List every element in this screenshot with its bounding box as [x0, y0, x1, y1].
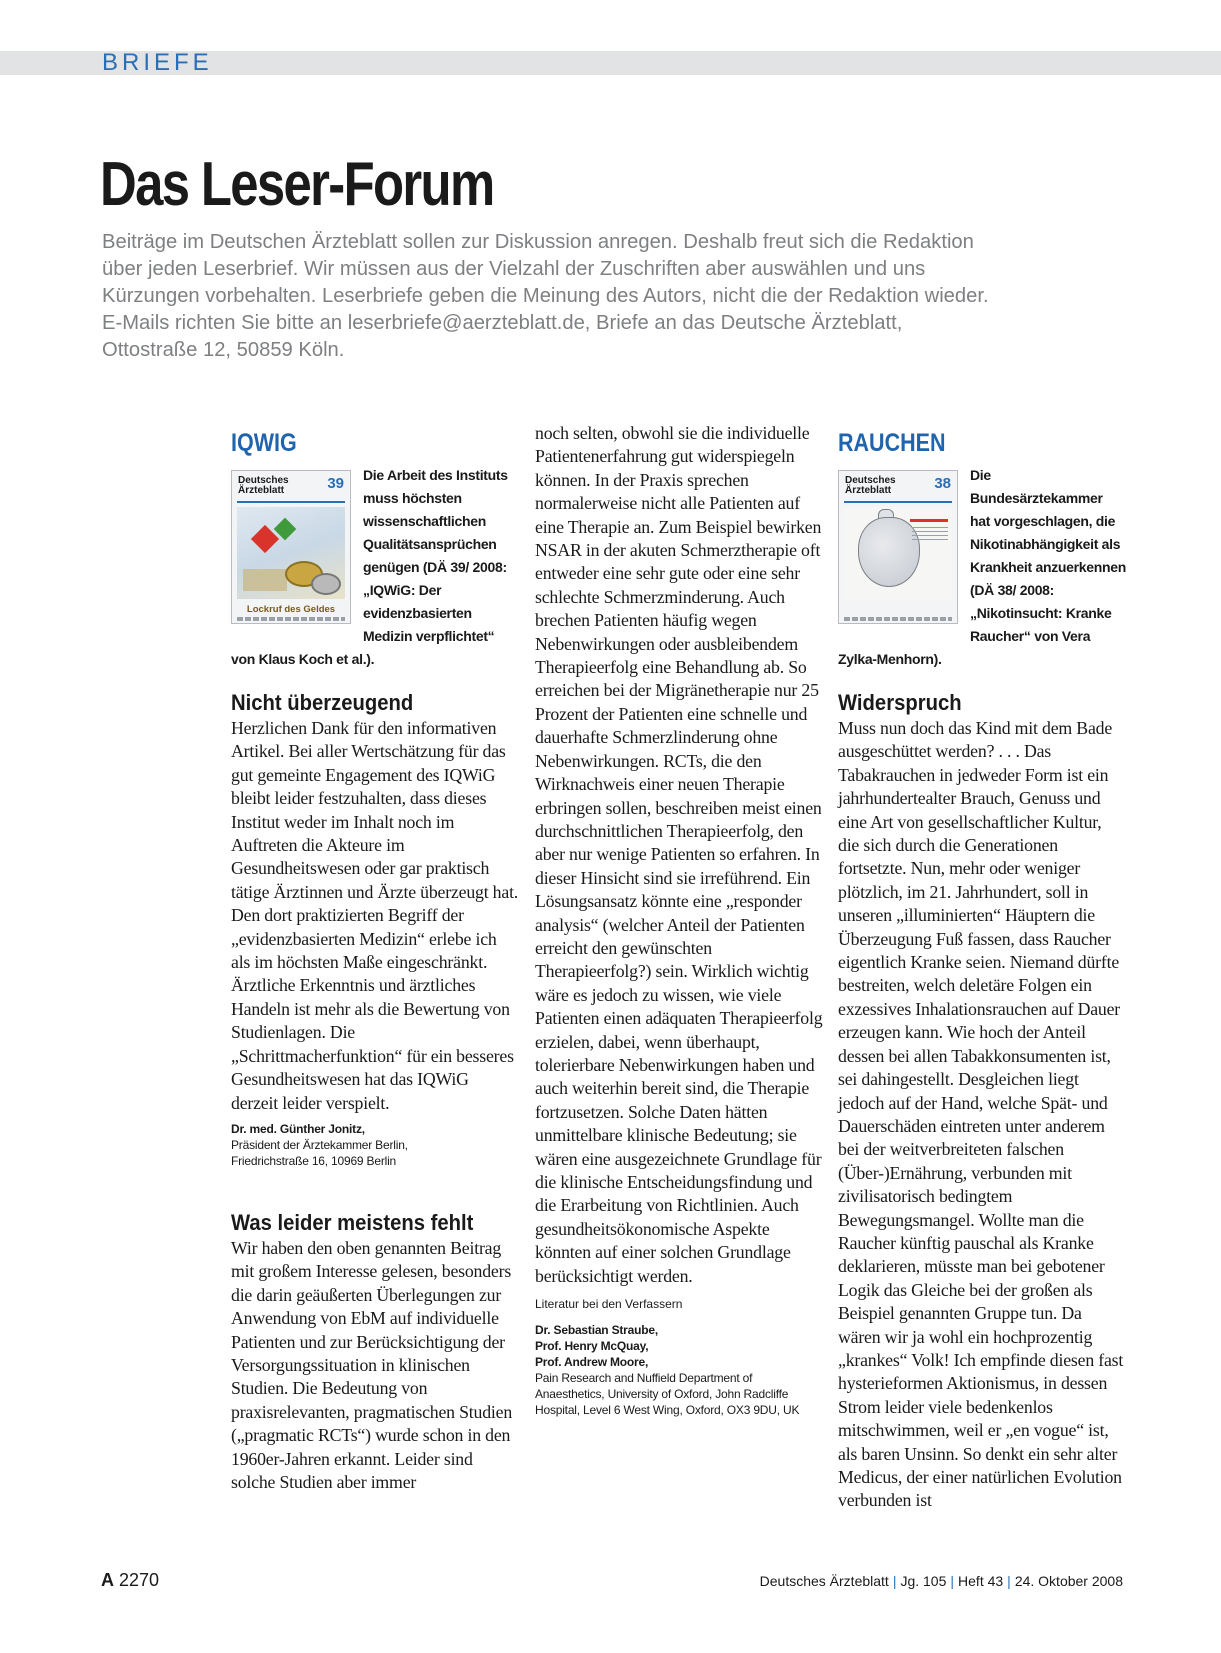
column-2 [535, 423, 823, 1418]
cover-thumbnail-38 [838, 470, 958, 624]
cover-image-money [237, 507, 345, 599]
literature-note: Literatur bei den Verfassern [535, 1297, 683, 1312]
cover-thumbnail-39 [231, 470, 351, 624]
silver-coin-shape [311, 573, 341, 595]
journal-name: Deutsches Ärzteblatt [759, 1573, 889, 1589]
cover-rule [237, 501, 345, 503]
letter-heading-was-leider-meistens-fehlt: Was leider meistens fehlt [231, 1209, 474, 1235]
letter-body-widerspruch: Muss nun doch das Kind mit dem Bade ausgeschüttet werden? . . . Das Tabakrauchen in jedweder Form ist ein jahrhundertealter Brauch, Genuss und eine Art von gesellschaftlicher Kultur, die sich durch die Generationen fortsetzte. Nun, mehr oder weniger plötzlich, im 21. Jahrhundert, soll in unseren „illuminierten“ Häuptern die Überzeugung Fuß fassen, dass Raucher eigentlich Kranke seien. Niemand dürfte bestreiten, welch deletäre Folgen ein exzessives Inhalationsrauchen auf Dauer erzeugen kann. Wie hoch der Anteil dessen bei allen Tabakkonsumenten ist, sei dahingestellt. Desgleichen liegt jedoch auf der Hand, welche Spät- und Dauerschäden eintreten unter anderem bei der weitverbreiteten falschen (Über-)Ernährung, verbunden mit zivilisatorisch bedingtem Bewegungsmangel. Wollte man die Raucher künftig pauschal als Kranke deklarieren, müsste man bei gebotener Logik das Gleiche bei der großen als Beispiel genannten Gruppe tun. Da wären wir ja wohl ein hochprozentig „krankes“ Volk! Ich empfinde diesen fast hysterieformen Aktionismus, in dessen Strom leider viele bedenkenlos mitschwimmen, weil er „en vogue“ ist, als baren Unsinn. So denkt ein sehr alter Medicus, der einer natürlichen Evolution verbunden ist [838, 718, 1124, 1511]
rauchen-lead: Die Bundesärztekammer hat vorgeschlagen, die Nikotinabhängigkeit als Krankheit anzuerkennen (DÄ 38/ 2008: „Nikotinsucht: Kranke Raucher“ von Vera Zylka-Menhorn). [838, 467, 1126, 667]
cover-rule [844, 501, 952, 503]
affiliation-oxford: Pain Research and Nuffield Department of Anaesthetics, University of Oxford, John Radcliffe Hospital, Level 6 West Wing, Oxford, OX3 9DU, UK [535, 1371, 800, 1418]
page-number [101, 1570, 159, 1591]
authors-straube-mcquay-moore: Dr. Sebastian Straube, Prof. Henry McQuay, Prof. Andrew Moore, [535, 1323, 658, 1370]
affiliation-jonitz: Präsident der Ärztekammer Berlin, Friedrichstraße 16, 10969 Berlin [231, 1137, 408, 1168]
journal-issue: Heft 43 [958, 1573, 1004, 1589]
journal-date: 24. Oktober 2008 [1014, 1573, 1123, 1589]
letter-heading-nicht-ueberzeugend: Nicht überzeugend [231, 690, 414, 715]
cover-issue-number: 38 [934, 475, 951, 492]
cover-caption: Lockruf des Geldes [246, 604, 336, 615]
cover-footer-strip [237, 617, 345, 621]
page-number-value: 2270 [119, 1570, 160, 1590]
letter-heading-widerspruch: Widerspruch [838, 690, 962, 715]
letter-body-straube-part1: Wir haben den oben genannten Beitrag mit großem Interesse gelesen, besonders die darin geäußerten Überlegungen zur Anwendung von EbM auf individuelle Patienten und zur Berücksichtigung der Versorgungssituation in klinischen Studien. Die Bedeutung von praxisrelevanten, pragmatischen Studien („pragmatic RCTs“) wurde schon in den 1960er-Jahren erkannt. Leider sind solche Studien aber immer [231, 1237, 513, 1492]
topic-iqwig: IQWIG [231, 429, 297, 457]
banknote-shape [243, 569, 287, 591]
letter-body-straube-part2: noch selten, obwohl sie die individuelle Patientenerfahrung gut widerspiegeln können. In der Praxis sprechen normalerweise nicht alle Patienten auf eine Therapie an. Zum Beispiel bewirken NSAR in der akuten Schmerztherapie oft entweder eine sehr gute oder eine sehr schlechte Schmerzminderung. Auch brechen Patienten häufig wegen Nebenwirkungen oder ausbleibendem Therapieerfolg eine Behandlung ab. So erreichen bei der Migränetherapie nur 25 Prozent der Patienten eine schnelle und dauerhafte Schmerzlinderung ohne Nebenwirkungen. RCTs, die den Wirknachweis einer neuen Therapie erbringen sollen, beschreiben meist einen durchschnittlichen Therapieerfolg, den aber nur wenige Patienten so erfahren. In dieser Hinsicht sind sie irreführend. Ein Lösungsansatz könnte eine „responder analysis“ (welcher Anteil der Patienten erreicht den gewünschten Therapieerfolg?) sein. Wirklich wichtig wäre es jedoch zu wissen, wie viele Patienten einen adäquaten Therapieerfolg erzielen, dabei, wenn überhaupt, tolerierbare Nebenwirkungen haben und auch weiterhin bereit sind, die Therapie fortzusetzen. Solche Daten hätten unmittelbare klinische Bedeutung; sie wären eine ausgezeichnete Grundlage für die klinische Entscheidungsfindung und die Erarbeitung von Richtlinien. Auch gesundheitsökonomische Aspekte könnten auf einer solchen Grundlage berücksichtigt werden. [535, 423, 823, 1286]
journal-citation: Deutsches Ärzteblatt | Jg. 105 | Heft 43 | 24. Oktober 2008 [759, 1573, 1123, 1589]
cover-title-bar [910, 519, 948, 522]
iqwig-lead: Die Arbeit des Instituts muss höchsten wissenschaftlichen Qualitätsansprüchen genügen (DÄ 39/ 2008: „IQWiG: Der evidenzbasierten Medizin verpflichtet“ von Klaus Koch et al.). [231, 467, 508, 667]
cover-brand: Deutsches Ärzteblatt [238, 475, 289, 496]
letter-body-jonitz: Herzlichen Dank für den informativen Artikel. Bei aller Wertschätzung für das gut gemeinte Engagement des IQWiG bleibt leider festzuhalten, dass dieses Institut weder im Inhalt noch im Auftreten die Akteure im Gesundheitswesen oder gar praktisch tätige Ärztinnen und Ärzte überzeugt hat. Den dort praktizierten Begriff der „evidenzbasierten Medizin“ erlebe ich als im höchsten Maße eingeschränkt. Ärztliche Erkenntnis und ärztliches Handeln ist mehr als die Bewertung von Studienlagen. Die „Schrittmacherfunktion“ für ein besseres Gesundheitswesen hat das IQWiG derzeit leider verspielt. [231, 718, 519, 1113]
cover-text-lines [912, 527, 948, 541]
journal-volume: Jg. 105 [900, 1573, 947, 1589]
heart-illustration [858, 517, 920, 587]
topic-rauchen: RAUCHEN [838, 429, 946, 457]
page-title: Das Leser-Forum [100, 150, 494, 219]
cover-image-heart [844, 507, 952, 599]
cover-brand: Deutsches Ärzteblatt [845, 475, 896, 496]
page-prefix: A [101, 1570, 114, 1590]
author-jonitz: Dr. med. Günther Jonitz, [231, 1121, 365, 1136]
column-3 [838, 428, 1126, 1513]
section-label: BRIEFE [102, 49, 213, 76]
cover-footer-strip [844, 617, 952, 621]
intro-text: Beiträge im Deutschen Ärzteblatt sollen zur Diskussion anregen. Deshalb freut sich die Redaktion über jeden Leserbrief. Wir müssen aus der Vielzahl der Zuschriften aber auswählen und uns Kürzungen vorbehalten. Leserbriefe geben die Meinung des Autors, nicht die der Redaktion wieder. E-Mails richten Sie bitte an leserbriefe@aerzteblatt.de, Briefe an das Deutsche Ärzteblatt, Ottostraße 12, 50859 Köln. [102, 231, 989, 361]
column-1 [231, 428, 519, 1494]
cover-issue-number: 39 [327, 475, 344, 492]
